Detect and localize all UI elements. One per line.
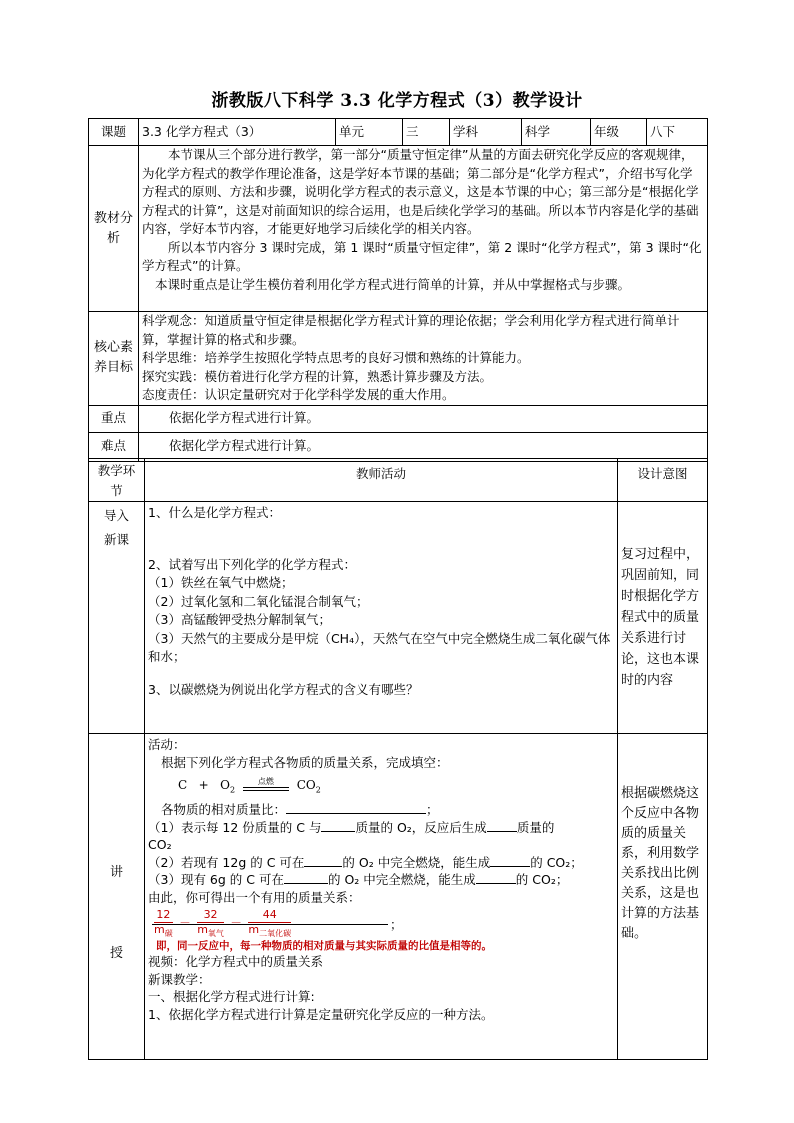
- fill2-c: 的 CO₂；: [530, 854, 583, 870]
- topic-label: 课题: [89, 119, 139, 146]
- intro-q3: 3、以碳燃烧为例说出化学方程式的含义有哪些？: [148, 681, 419, 697]
- col-teacher-header: 教师活动: [145, 459, 618, 502]
- intro-item: （3）高锰酸钾受热分解制氧气；: [148, 612, 331, 627]
- section1-line: 一、根据化学方程式进行计算:: [148, 989, 315, 1004]
- key-label: 重点: [89, 405, 139, 432]
- analysis-content: [139, 146, 708, 312]
- fill1-b: 质量的 O₂，反应后生成: [355, 819, 487, 835]
- fill3-c: 的 CO₂；: [515, 872, 569, 887]
- intro-q2: 2、试着写出下列化学的化学方程式：: [148, 556, 356, 572]
- difficult-label: 难点: [89, 432, 139, 461]
- fill-line-3: [148, 871, 614, 889]
- intro-intent: 复习过程中，巩固前知，同时根据化学方程式中的质量关系进行讨论，这也本课时的内容: [618, 502, 708, 734]
- intro-q1: 1、什么是化学方程式：: [148, 505, 281, 520]
- topic-value: 3.3 化学方程式（3）: [139, 119, 336, 146]
- fill1-blank-2[interactable]: [487, 831, 517, 832]
- frac-num: 44: [248, 908, 291, 923]
- frac-den: m: [197, 923, 208, 936]
- fill-line-1: [148, 819, 614, 837]
- intro-stage-label: 导入新课: [89, 502, 145, 734]
- mass-ratio-formula: $\frac{12}{m_碳}$ ＝ $\frac{32}{m_{氧气}}$ ＝ $\frac{44}{m_{二氧化碳}}$ ；: [152, 908, 614, 938]
- formula-underline: [152, 924, 388, 925]
- eq-product: CO: [296, 778, 316, 792]
- eq-plus: +: [198, 778, 209, 792]
- fill3-a: （3）现有 6g 的 C 可在: [148, 872, 284, 887]
- conclude-line: 由此，你可得出一个有用的质量关系：: [148, 889, 361, 905]
- fill-line-2: [148, 854, 614, 872]
- fill3-b: 的 O₂ 中完全燃烧，能生成: [327, 872, 476, 887]
- unit-label: 单元: [336, 119, 403, 146]
- grade-label: 年级: [591, 119, 647, 146]
- activity-task: 根据下列化学方程式各物质的质量关系，完成填空：: [161, 754, 449, 770]
- red-note: 即，同一反应中，每一种物质的相对质量与其实际质量的比值是相等的。: [156, 940, 492, 952]
- rel-mass-label: 各物质的相对质量比：: [161, 802, 287, 817]
- core-line: 科学思维：培养学生按照化学特点思考的良好习惯和熟练的计算能力。: [142, 350, 530, 365]
- fill3-blank-1[interactable]: [284, 883, 328, 884]
- frac-num: 12: [154, 908, 173, 923]
- fill3-blank-2[interactable]: [476, 883, 516, 884]
- analysis-label: 教材分析: [89, 146, 139, 312]
- frac-num: 32: [197, 908, 224, 923]
- point1-line: 1、依据化学方程式进行计算是定量研究化学反应的一种方法。: [148, 1006, 494, 1022]
- frac-den: m: [154, 923, 165, 936]
- fill2-blank-1[interactable]: [304, 866, 342, 867]
- frac-sub: 碳: [164, 929, 173, 939]
- intro-item: （3）天然气的主要成分是甲烷（CH₄），天然气在空气中完全燃烧生成二氧化碳气体和水；: [148, 630, 611, 664]
- core-line: 态度责任：认识定量研究对于化学科学发展的重大作用。: [142, 387, 455, 402]
- page-title: 浙教版八下科学 3.3 化学方程式（3）教学设计: [211, 91, 583, 111]
- lesson-info-table: [88, 118, 708, 462]
- analysis-p2: 所以本节内容分 3 课时完成，第 1 课时“质量守恒定律”，第 2 课时“化学方程式”，第 3 课时“化学方程式”的计算。: [142, 239, 702, 273]
- chemical-equation: [178, 777, 614, 797]
- frac-sub: 氧气: [207, 929, 224, 939]
- teach-label-1: 讲: [109, 865, 123, 880]
- teach-stage-label: [89, 734, 145, 1060]
- activity-label: 活动：: [148, 737, 186, 752]
- teach-label-2: 授: [109, 945, 123, 961]
- equals-sign: ＝: [229, 916, 243, 932]
- key-value: 依据化学方程式进行计算。: [139, 405, 708, 432]
- fill1-c: 质量的: [516, 819, 555, 835]
- fill2-b: 的 O₂ 中完全燃烧，能生成: [342, 854, 491, 870]
- video-line: 视频：化学方程式中的质量关系: [148, 954, 324, 969]
- analysis-p1: 本节课从三个部分进行教学，第一部分“质量守恒定律”从量的方面去研究化学反应的客观规律，为化学方程式的教学作理论准备，这是学好本节课的基础；第二部分是“化学方程式”，介绍书写化学方程式的原则、方法和步骤，说明化学方程式的表示意义，这是本节课的中心；第三部分是“根据化学方程式的计算”，这是对前面知识的综合运用，也是后续化学学习的基础。所以本节内容是化学的基础内容，学好本节内容，才能更好地学习后续化学的相关内容。: [142, 147, 699, 236]
- eq-oxygen-sub: 2: [230, 785, 236, 795]
- teach-intent: 根据碳燃烧这个反应中各物质的质量关系，利用数学关系找出比例关系，这是也计算的方法基础。: [618, 734, 708, 1060]
- fill2-blank-2[interactable]: [490, 866, 530, 867]
- equals-sign: ＝: [178, 916, 192, 932]
- core-content: [139, 312, 708, 406]
- intro-item: （1）铁丝在氧气中燃烧；: [148, 575, 294, 590]
- frac-sub: 二氧化碳: [259, 929, 292, 939]
- intro-content: [145, 502, 618, 734]
- eq-carbon: C: [178, 778, 188, 792]
- difficult-value: 依据化学方程式进行计算。: [139, 432, 708, 461]
- eq-oxygen: O: [220, 778, 230, 792]
- analysis-p3: 本课时重点是让学生模仿着利用化学方程式进行简单的计算，并从中掌握格式与步骤。: [155, 276, 631, 292]
- subject-value: 科学: [522, 119, 591, 146]
- intro-item: （2）过氧化氢和二氧化锰混合制氧气；: [148, 593, 369, 609]
- teach-content: [145, 734, 618, 1060]
- fill1-d: CO₂: [148, 837, 172, 852]
- reaction-condition: 点燃: [257, 776, 274, 786]
- core-line: 探究实践：模仿着进行化学方程的计算，熟悉计算步骤及方法。: [142, 368, 493, 384]
- core-line: 科学观念：知道质量守恒定律是根据化学方程式计算的理论依据；学会利用化学方程式进行简单计算，掌握计算的格式和步骤。: [142, 313, 680, 347]
- subject-label: 学科: [450, 119, 522, 146]
- col-intent-header: 设计意图: [618, 459, 708, 502]
- fill1-a: （1）表示每 12 份质量的 C 与: [148, 819, 322, 835]
- fill1-blank-1[interactable]: [321, 831, 355, 832]
- core-label: 核心素养目标: [89, 312, 139, 406]
- unit-value: 三: [403, 119, 450, 146]
- fill2-a: （2）若现有 12g 的 C 可在: [148, 854, 305, 870]
- eq-product-sub: 2: [315, 785, 321, 795]
- frac-den: m: [248, 923, 260, 936]
- newlesson-line: 新课教学：: [148, 971, 211, 987]
- rel-mass-line: 各物质的相对质量比： ；: [161, 802, 439, 817]
- col-stage-header: 教学环节: [89, 459, 145, 502]
- process-table: [88, 458, 708, 1060]
- reaction-arrow: [243, 776, 289, 793]
- grade-value: 八下: [647, 119, 708, 146]
- rel-mass-blank[interactable]: [286, 813, 426, 814]
